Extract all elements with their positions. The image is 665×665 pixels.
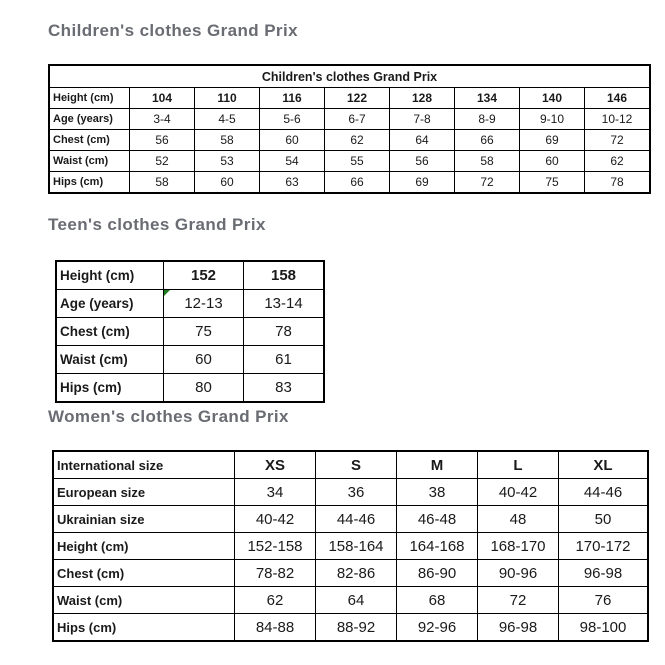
children-cell: 146	[585, 88, 651, 109]
children-cell: 66	[325, 172, 390, 194]
children-cell: 140	[520, 88, 585, 109]
women-cell: 36	[316, 479, 397, 506]
women-cell: 50	[559, 506, 649, 533]
children-cell: 53	[195, 151, 260, 172]
children-cell: 62	[585, 151, 651, 172]
teen-cell: 80	[164, 374, 244, 403]
children-cell: 60	[520, 151, 585, 172]
children-cell: 60	[260, 130, 325, 151]
teen-cell: 83	[244, 374, 325, 403]
teen-table-row	[56, 318, 324, 346]
teen-cell: 12-13	[164, 290, 244, 318]
children-cell: 8-9	[455, 109, 520, 130]
women-cell: 72	[478, 587, 559, 614]
children-size-table	[48, 64, 651, 194]
women-table-row	[53, 560, 648, 587]
teen-size-table	[55, 260, 325, 403]
women-cell: 96-98	[559, 560, 649, 587]
women-row-label: International size	[53, 451, 235, 479]
women-cell: 84-88	[235, 614, 316, 642]
children-table-row	[49, 88, 650, 109]
children-cell: 66	[455, 130, 520, 151]
children-cell: 10-12	[585, 109, 651, 130]
women-cell: 170-172	[559, 533, 649, 560]
women-cell: 48	[478, 506, 559, 533]
women-cell: L	[478, 451, 559, 479]
children-cell: 78	[585, 172, 651, 194]
children-row-label: Chest (cm)	[49, 130, 130, 151]
children-cell: 104	[130, 88, 195, 109]
women-table-row	[53, 506, 648, 533]
women-cell: 78-82	[235, 560, 316, 587]
women-cell: 44-46	[559, 479, 649, 506]
children-cell: 134	[455, 88, 520, 109]
children-cell: 7-8	[390, 109, 455, 130]
women-cell: 152-158	[235, 533, 316, 560]
children-cell: 58	[130, 172, 195, 194]
children-cell: 4-5	[195, 109, 260, 130]
children-table-row	[49, 109, 650, 130]
teen-cell: 60	[164, 346, 244, 374]
teen-cell: 158	[244, 261, 325, 290]
teen-row-label: Age (years)	[56, 290, 164, 318]
children-cell: 58	[195, 130, 260, 151]
teen-row-label: Waist (cm)	[56, 346, 164, 374]
children-cell: 69	[520, 130, 585, 151]
teen-row-label: Chest (cm)	[56, 318, 164, 346]
women-cell: 62	[235, 587, 316, 614]
children-cell: 69	[390, 172, 455, 194]
children-cell: 60	[195, 172, 260, 194]
teen-table-row	[56, 261, 324, 290]
children-cell: 72	[585, 130, 651, 151]
women-cell: 68	[397, 587, 478, 614]
women-row-label: Height (cm)	[53, 533, 235, 560]
children-cell: 128	[390, 88, 455, 109]
women-table-row	[53, 479, 648, 506]
women-table-row	[53, 451, 648, 479]
women-cell: S	[316, 451, 397, 479]
children-cell: 5-6	[260, 109, 325, 130]
women-table-row	[53, 533, 648, 560]
children-cell: 116	[260, 88, 325, 109]
women-cell: 40-42	[478, 479, 559, 506]
children-cell: 72	[455, 172, 520, 194]
teen-cell: 152	[164, 261, 244, 290]
women-cell: 90-96	[478, 560, 559, 587]
women-cell: 34	[235, 479, 316, 506]
women-cell: 86-90	[397, 560, 478, 587]
women-cell: 98-100	[559, 614, 649, 642]
section-heading-women: Women's clothes Grand Prix	[48, 407, 289, 426]
women-cell: 38	[397, 479, 478, 506]
teen-table-row	[56, 290, 324, 318]
women-cell: 158-164	[316, 533, 397, 560]
children-cell: 56	[130, 130, 195, 151]
teen-table-row	[56, 374, 324, 403]
women-cell: 46-48	[397, 506, 478, 533]
teen-cell: 75	[164, 318, 244, 346]
women-cell: 44-46	[316, 506, 397, 533]
teen-row-label: Height (cm)	[56, 261, 164, 290]
women-cell: 82-86	[316, 560, 397, 587]
children-table-row	[49, 151, 650, 172]
teen-cell: 78	[244, 318, 325, 346]
section-heading-children: Children's clothes Grand Prix	[48, 21, 298, 40]
women-row-label: Waist (cm)	[53, 587, 235, 614]
children-table-row	[49, 130, 650, 151]
women-row-label: European size	[53, 479, 235, 506]
children-cell: 9-10	[520, 109, 585, 130]
women-size-table	[52, 450, 649, 642]
children-cell: 110	[195, 88, 260, 109]
children-table-row	[49, 172, 650, 194]
children-cell: 64	[390, 130, 455, 151]
women-row-label: Chest (cm)	[53, 560, 235, 587]
teen-cell: 13-14	[244, 290, 325, 318]
women-cell: XL	[559, 451, 649, 479]
children-table-title: Children's clothes Grand Prix	[49, 65, 650, 88]
children-cell: 63	[260, 172, 325, 194]
women-cell: 88-92	[316, 614, 397, 642]
women-cell: 164-168	[397, 533, 478, 560]
women-table-row	[53, 614, 648, 642]
women-cell: 76	[559, 587, 649, 614]
children-cell: 6-7	[325, 109, 390, 130]
teen-cell: 61	[244, 346, 325, 374]
women-table-row	[53, 587, 648, 614]
children-row-label: Age (years)	[49, 109, 130, 130]
women-cell: 40-42	[235, 506, 316, 533]
children-row-label: Hips (cm)	[49, 172, 130, 194]
section-heading-teen: Teen's clothes Grand Prix	[48, 215, 266, 234]
women-cell: M	[397, 451, 478, 479]
women-cell: XS	[235, 451, 316, 479]
women-cell: 92-96	[397, 614, 478, 642]
teen-row-label: Hips (cm)	[56, 374, 164, 403]
children-cell: 122	[325, 88, 390, 109]
cell-error-marker-icon	[164, 290, 170, 296]
teen-table-row	[56, 346, 324, 374]
children-cell: 58	[455, 151, 520, 172]
children-cell: 55	[325, 151, 390, 172]
children-cell: 52	[130, 151, 195, 172]
women-row-label: Hips (cm)	[53, 614, 235, 642]
children-row-label: Waist (cm)	[49, 151, 130, 172]
children-cell: 62	[325, 130, 390, 151]
women-cell: 64	[316, 587, 397, 614]
women-cell: 96-98	[478, 614, 559, 642]
children-row-label: Height (cm)	[49, 88, 130, 109]
children-cell: 54	[260, 151, 325, 172]
children-cell: 75	[520, 172, 585, 194]
women-cell: 168-170	[478, 533, 559, 560]
women-row-label: Ukrainian size	[53, 506, 235, 533]
children-cell: 56	[390, 151, 455, 172]
children-cell: 3-4	[130, 109, 195, 130]
